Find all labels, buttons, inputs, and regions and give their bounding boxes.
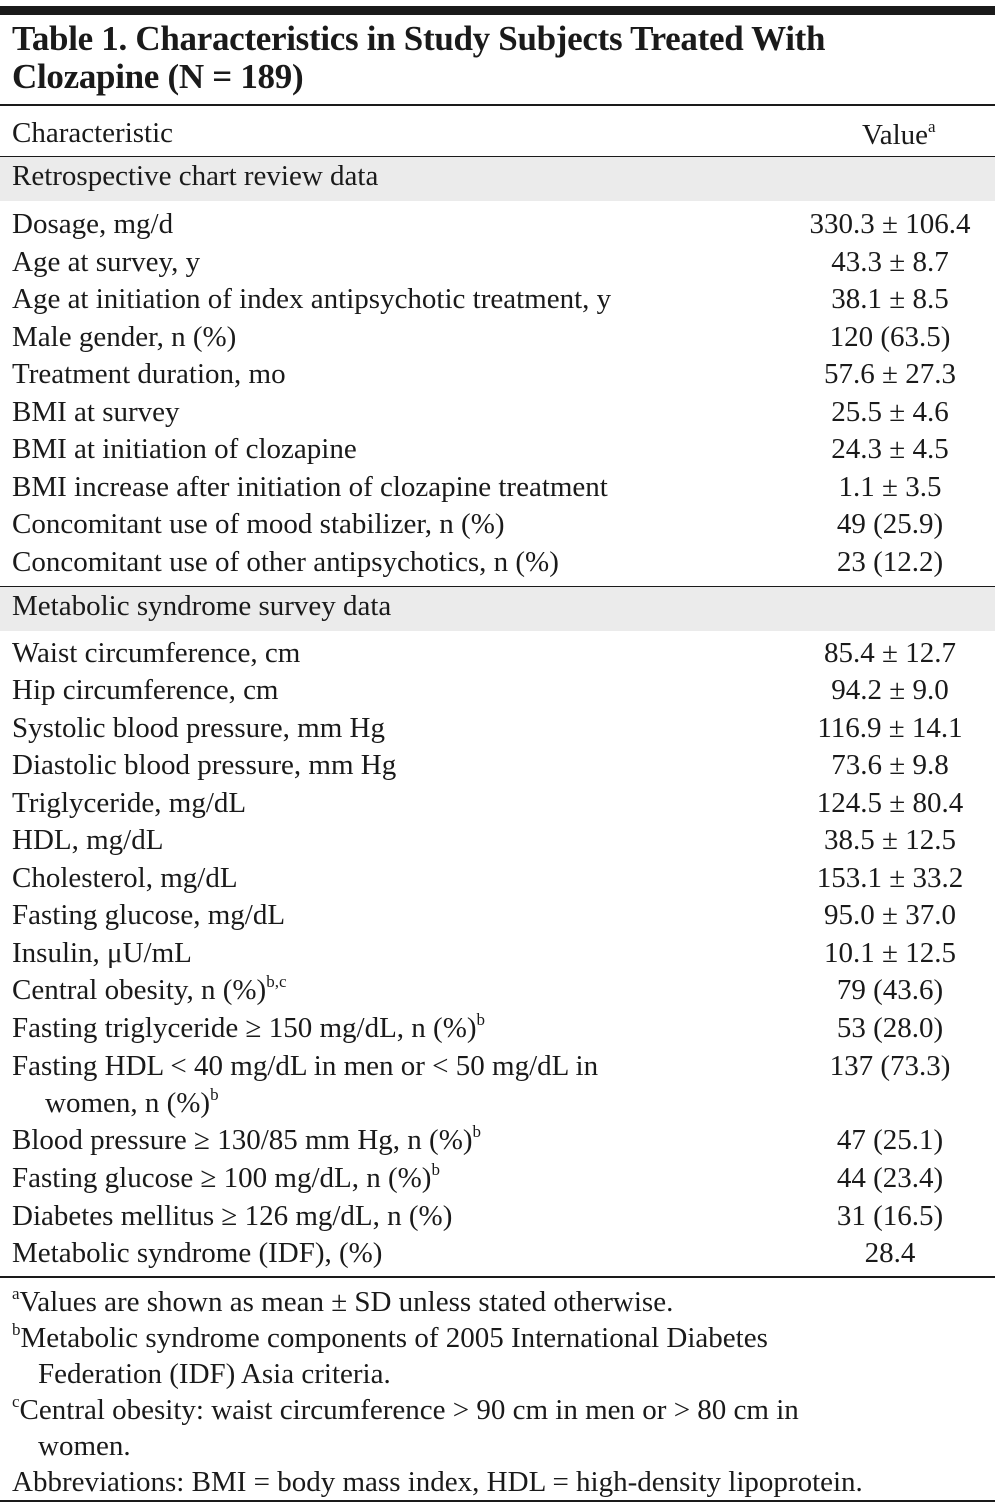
column-header-row: [0, 112, 995, 156]
title-rule: [0, 104, 995, 106]
title-line-1: Table 1. Characteristics in Study Subjects Treated With: [12, 19, 826, 58]
row-label: Fasting glucose, mg/dL: [12, 899, 286, 931]
row-value: 24.3 ± 4.5: [831, 433, 949, 465]
section-header-metabolic: Metabolic syndrome survey data: [0, 586, 995, 631]
row-label: Concomitant use of mood stabilizer, n (%): [12, 508, 505, 540]
footnote-mark: b: [431, 1160, 440, 1179]
column-header-characteristic: Characteristic: [12, 117, 174, 149]
row-value: 47 (25.1): [836, 1124, 944, 1156]
footnotes: [12, 1284, 992, 1500]
row-value: 25.5 ± 4.6: [831, 396, 949, 428]
footnote-a: $^a$Values are shown as mean ± SD unless stated otherwise.: [12, 1284, 674, 1318]
table-title: [12, 20, 992, 96]
row-value: 124.5 ± 80.4: [816, 787, 964, 819]
row-label: Male gender, n (%): [12, 321, 237, 353]
footnote-mark: b: [12, 1320, 21, 1339]
row-value: 120 (63.5): [829, 321, 951, 353]
table-bottom-rule: [0, 1276, 995, 1278]
row-value: 53 (28.0): [836, 1012, 944, 1044]
row-value: 57.6 ± 27.3: [824, 358, 956, 390]
row-value: 38.5 ± 12.5: [824, 824, 956, 856]
row-label: Age at survey, y: [12, 246, 201, 278]
row-value: 85.4 ± 12.7: [824, 637, 956, 669]
row-label: Systolic blood pressure, mm Hg: [12, 712, 385, 744]
row-label: Hip circumference, cm: [12, 674, 279, 706]
footnote-mark: c: [12, 1392, 20, 1411]
row-label: HDL, mg/dL: [12, 824, 164, 856]
row-value: 73.6 ± 9.8: [831, 749, 949, 781]
row-value: 137 (73.3): [829, 1050, 951, 1082]
row-value: 31 (16.5): [836, 1200, 944, 1232]
row-label: Waist circumference, cm: [12, 637, 301, 669]
row-label: BMI increase after initiation of clozapine treatment: [12, 471, 608, 503]
section-header-retrospective: Retrospective chart review data: [0, 156, 995, 201]
footnote-mark: b: [476, 1010, 486, 1029]
row-label: Diabetes mellitus ≥ 126 mg/dL, n (%): [12, 1200, 453, 1232]
row-label: BMI at initiation of clozapine: [12, 433, 357, 465]
row-value: 94.2 ± 9.0: [831, 674, 949, 706]
row-value: 49 (25.9): [836, 508, 944, 540]
footnote-b: $^b$Metabolic syndrome components of 2005 International Diabetes Federation (IDF) Asia criteria.: [12, 1320, 768, 1390]
row-value: 79 (43.6): [836, 974, 944, 1006]
row-value: 330.3 ± 106.4: [809, 208, 971, 240]
footnote-mark: b: [472, 1122, 482, 1141]
title-line-2: Clozapine (N = 189): [12, 57, 304, 96]
row-label: Blood pressure ≥ 130/85 mm Hg, n (%)$^b$: [12, 1122, 482, 1156]
row-value: 116.9 ± 14.1: [817, 712, 963, 744]
row-label: Fasting triglyceride ≥ 150 mg/dL, n (%)$^b$: [12, 1010, 486, 1044]
row-label: Triglyceride, mg/dL: [12, 787, 247, 819]
row-value: 1.1 ± 3.5: [838, 471, 942, 503]
footnote-mark: b,c: [266, 972, 287, 991]
row-value: 10.1 ± 12.5: [824, 937, 956, 969]
row-label: Metabolic syndrome (IDF), (%): [12, 1237, 383, 1269]
footnote-abbreviations: Abbreviations: BMI = body mass index, HDL = high-density lipoprotein.: [12, 1466, 863, 1498]
row-value: 153.1 ± 33.2: [816, 862, 964, 894]
row-label: Central obesity, n (%)$^{b,c}$: [12, 972, 287, 1006]
end-rule: [0, 1500, 995, 1502]
row-label: BMI at survey: [12, 396, 180, 428]
row-label: Concomitant use of other antipsychotics, n (%): [12, 546, 559, 578]
footnote-mark: a: [12, 1284, 20, 1303]
footnote-mark: b: [210, 1085, 219, 1104]
row-value: 23 (12.2): [836, 546, 944, 578]
row-label: Cholesterol, mg/dL: [12, 862, 238, 894]
column-header-value: Value$^a$: [862, 117, 936, 151]
row-label: Diastolic blood pressure, mm Hg: [12, 749, 397, 781]
row-value: 95.0 ± 37.0: [824, 899, 956, 931]
row-label: Fasting glucose ≥ 100 mg/dL, n (%)$^b$: [12, 1160, 440, 1194]
footnote-c: $^c$Central obesity: waist circumference > 90 cm in men or > 80 cm in women.: [12, 1392, 799, 1462]
row-value: 43.3 ± 8.7: [831, 246, 949, 278]
row-value: 38.1 ± 8.5: [831, 283, 949, 315]
top-rule: [0, 6, 995, 15]
footnote-mark: a: [928, 117, 936, 136]
row-value: 28.4: [864, 1237, 916, 1269]
row-value: 44 (23.4): [836, 1162, 944, 1194]
row-label: Fasting HDL < 40 mg/dL in men or < 50 mg/dL in women, n (%)$^b$: [12, 1050, 599, 1119]
row-label: Treatment duration, mo: [12, 358, 286, 390]
row-label: Insulin, μU/mL: [12, 937, 192, 969]
row-label: Age at initiation of index antipsychotic treatment, y: [12, 283, 612, 315]
row-label: Dosage, mg/d: [12, 208, 174, 240]
